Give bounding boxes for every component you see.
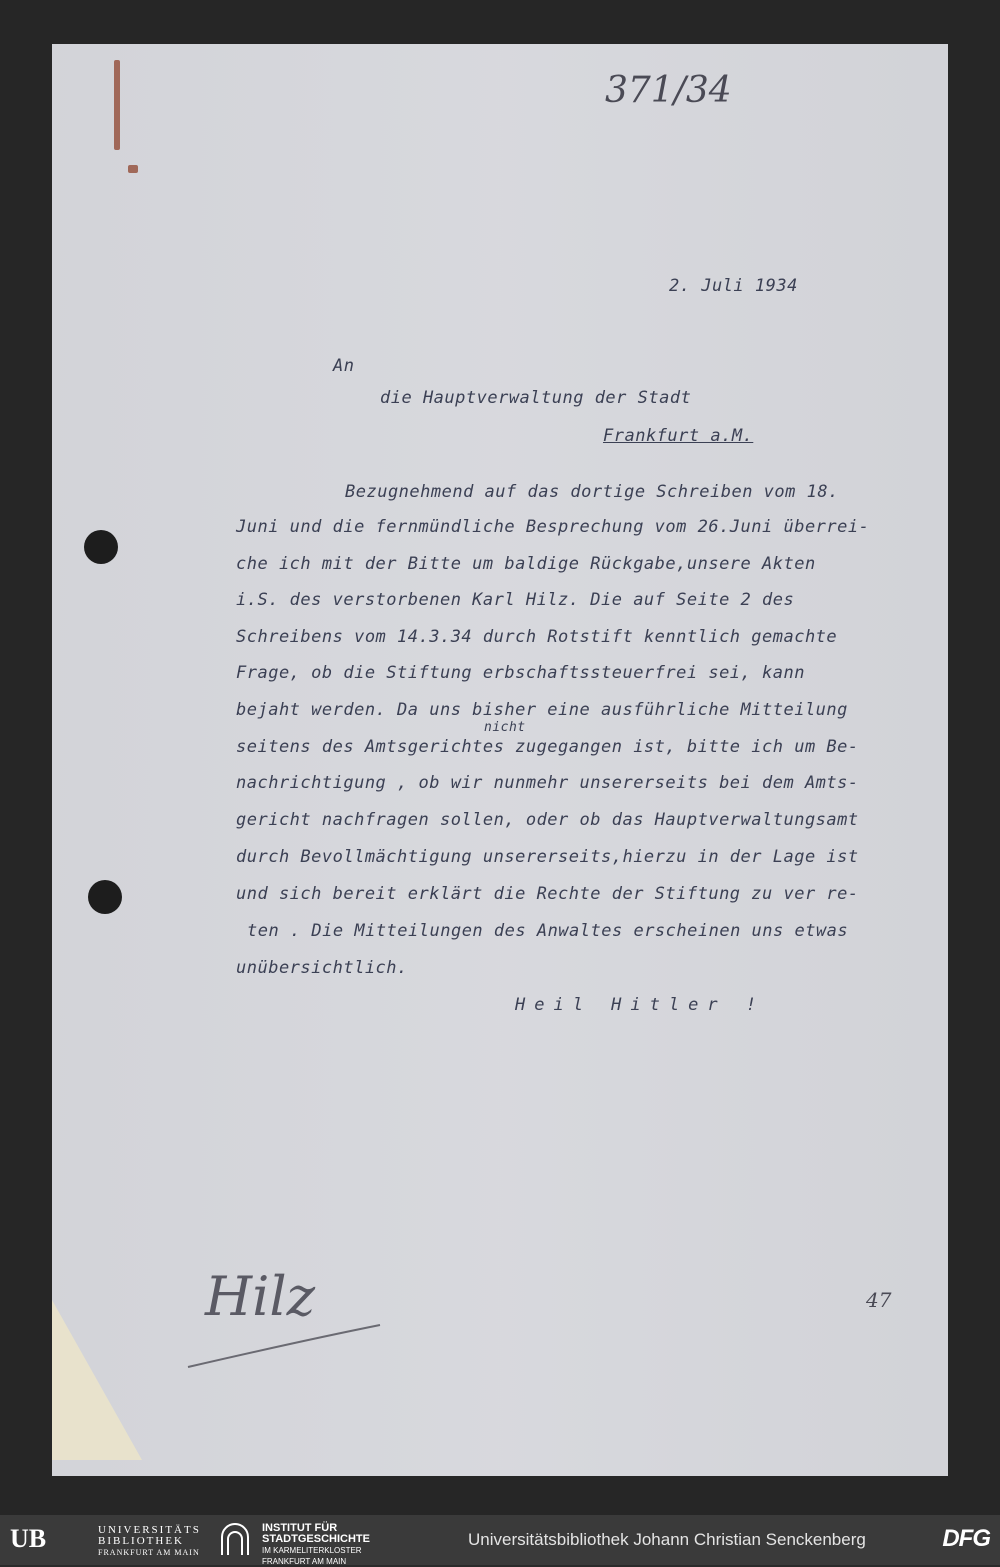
- ub-logo: UB: [10, 1524, 47, 1553]
- body-line: bejaht werden. Da uns bisher eine ausführliche Mitteilung: [236, 700, 848, 720]
- closing: Heil Hitler !: [515, 995, 766, 1015]
- dfg-logo: DFG: [942, 1525, 990, 1552]
- body-line: Frage, ob die Stiftung erbschaftssteuerfrei sei, kann: [236, 663, 805, 683]
- salutation: An: [333, 356, 355, 376]
- letter-date: 2. Juli 1934: [669, 276, 798, 296]
- body-line: Juni und die fernmündliche Besprechung vom 26.Juni überrei-: [236, 517, 870, 537]
- punch-hole-bottom: [88, 880, 122, 914]
- inst-line-3: IM KARMELITERKLOSTER: [262, 1546, 362, 1555]
- body-line: durch Bevollmächtigung unsererseits,hierzu in der Lage ist: [236, 847, 859, 867]
- page-number: 47: [866, 1288, 892, 1312]
- letter-page: [52, 44, 948, 1476]
- body-line: i.S. des verstorbenen Karl Hilz. Die auf Seite 2 des: [236, 590, 795, 610]
- ub-line-1: UNIVERSITÄTS: [98, 1524, 201, 1536]
- institute-arch-icon: [218, 1523, 252, 1557]
- rust-stain: [114, 60, 120, 150]
- footer-bar: [0, 1515, 1000, 1565]
- body-line: und sich bereit erklärt die Rechte der Stiftung zu ver re-: [236, 884, 859, 904]
- body-line: seitens des Amtsgerichtes zugegangen ist, bitte ich um Be-: [236, 737, 859, 757]
- recipient-line-2: Frankfurt a.M.: [603, 426, 754, 446]
- library-title: Universitätsbibliothek Johann Christian Senckenberg: [468, 1530, 866, 1549]
- ub-line-3: FRANKFURT AM MAIN: [98, 1548, 200, 1557]
- rust-stain-dot: [128, 165, 138, 173]
- body-line: Bezugnehmend auf das dortige Schreiben vom 18.: [345, 482, 839, 502]
- body-line: unübersichtlich.: [236, 958, 408, 978]
- ub-line-2: BIBLIOTHEK: [98, 1535, 184, 1547]
- inst-line-4: FRANKFURT AM MAIN: [262, 1557, 347, 1566]
- inst-line-2: STADTGESCHICHTE: [262, 1533, 370, 1545]
- pencil-stroke: [180, 1315, 390, 1375]
- body-line: ten . Die Mitteilungen des Anwaltes erscheinen uns etwas: [247, 921, 849, 941]
- recipient-line-1: die Hauptverwaltung der Stadt: [380, 388, 692, 408]
- handwritten-name: Hilz: [205, 1265, 316, 1328]
- body-line: Schreibens vom 14.3.34 durch Rotstift kenntlich gemachte: [236, 627, 838, 647]
- body-line: gericht nachfragen sollen, oder ob das Hauptverwaltungsamt: [236, 810, 859, 830]
- inserted-word: nicht: [484, 720, 526, 735]
- punch-hole-top: [84, 530, 118, 564]
- body-line: nachrichtigung , ob wir nunmehr unsererseits bei dem Amts-: [236, 773, 859, 793]
- folded-corner: [52, 1300, 142, 1460]
- archive-number-handwritten: 371/34: [605, 70, 732, 111]
- inst-line-1: INSTITUT FÜR: [262, 1522, 338, 1534]
- institute-name: [262, 1523, 370, 1567]
- body-line: che ich mit der Bitte um baldige Rückgabe,unsere Akten: [236, 554, 816, 574]
- ub-name: [98, 1525, 201, 1558]
